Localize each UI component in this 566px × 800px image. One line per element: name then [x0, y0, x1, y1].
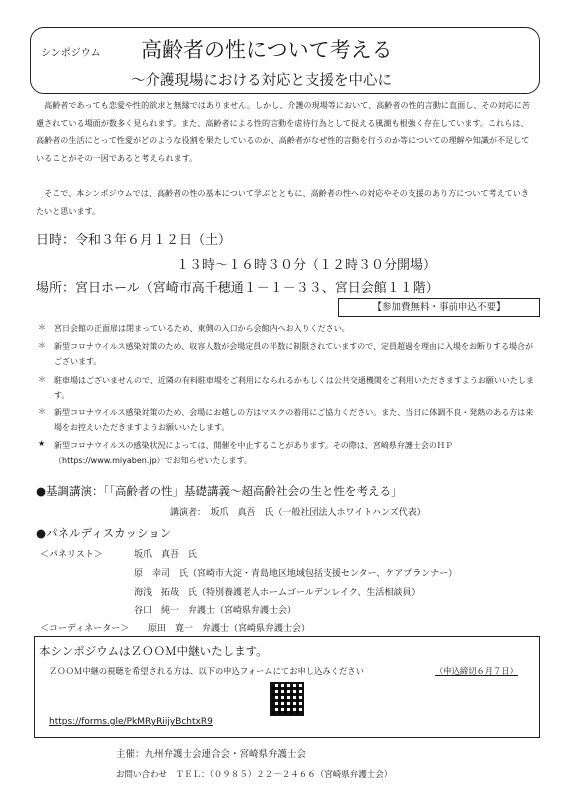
- note-mark: ＊: [38, 323, 46, 332]
- event-date: 日時：令和３年６月１２日（土）: [36, 233, 232, 248]
- zoom-deadline: （申込締切６月７日）: [435, 666, 518, 676]
- zoom-text: ＺＯＯＭ中継の視聴を希望される方は、以下の申込フォームにてお申し込みください: [49, 666, 364, 676]
- note-item: 新型コロナウイルスの感染状況によっては、開催を中止することがあります。その際は、宮崎県弁護士会のＨＰ（https://www.miyaben.jp）でお知らせいたします。: [54, 441, 453, 465]
- event-place: 場所：宮日ホール（宮崎市高千穂通１－１－３３、宮日会館１１階）: [36, 281, 439, 296]
- page-title: 高齢者の性について考える: [141, 38, 393, 62]
- note-item: 新型コロナウイルス感染対策のため、会場にお越しの方はマスクの着用にご協力ください。また、当日に体調不良・発熱のある方は来場をお控えいただきますようお願いいたします。: [54, 408, 534, 432]
- note-item: 駐車場はございませんので、近隣の有料駐車場をご利用になられるかもしくは公共交通機関をご利用いただきますようお願いいたします。: [54, 376, 534, 400]
- organizer: 主催：九州弁護士会連合会・宮崎県弁護士会: [116, 749, 307, 760]
- qr-code-icon: [270, 682, 304, 716]
- panelist-item: 坂爪 真吾 氏: [134, 550, 198, 560]
- intro-paragraph-2: そこで、本シンポジウムでは、高齢者の性の基本について学ぶとともに、高齢者の性への対応やその支援のあり方について考えていきたいと思います。: [36, 188, 529, 216]
- title-box: [30, 27, 540, 94]
- zoom-form-link[interactable]: https://forms.gle/PkMRyRiijyBchtxR9: [49, 717, 213, 727]
- note-mark: ＊: [38, 407, 46, 416]
- coordinator-label: ＜コーディネーター＞: [40, 624, 130, 634]
- coordinator-name: 原田 寛一 弁護士（宮崎県弁護士会）: [148, 624, 311, 634]
- panelist-label: ＜パネリスト＞: [40, 550, 103, 560]
- page-subtitle: ～介護現場における対応と支援を中心に: [131, 73, 392, 89]
- note-mark: ★: [38, 439, 46, 448]
- note-mark: ＊: [38, 375, 46, 384]
- intro-paragraph-1: 高齢者であっても恋愛や性的欲求と無縁ではありません。しかし、介護の現場等において、高齢者の性的言動に直面し、その対応に苦慮されている場面が数多く見られます。また、高齢者による性的言動を虐待行為として捉える風潮も根強く存在しています。これらは、高齢者の生活にとって性愛がどのような役割を果たしているのか、高齢者がなぜ性的言動を行うのか等についての理解や知識が不足していることがその一因であると考えられます。: [36, 100, 530, 163]
- contact-info: お問い合わせ ＴＥＬ：（０９８５）２２－２４６６（宮崎県弁護士会）: [116, 770, 393, 780]
- lecture-heading: ●基調講演：「「高齢者の性」基礎講義～超高齢社会の生と性を考える」: [36, 484, 403, 498]
- note-item: 宮日会館の正面扉は閉まっているため、東側の入口から会館内へお入りください。: [54, 324, 350, 333]
- note-mark: ＊: [38, 341, 46, 350]
- panelist-item: 谷口 純一 弁護士（宮崎県弁護士会）: [134, 606, 297, 616]
- panelist-item: 原 幸司 氏（宮崎市大淀・青島地区地域包括支援センター、ケアプランナー）: [134, 569, 458, 579]
- panelist-item: 海浅 拓哉 氏（特別養護老人ホームゴールデンレイク、生活相談員）: [134, 588, 421, 598]
- fee-badge: 【参加費無料・事前申込不要】: [338, 298, 540, 317]
- note-item: 新型コロナウイルス感染対策のため、収容人数が会場定員の半数に制限されていますので、定員超過を理由に入場をお断りする場合がございます。: [54, 342, 534, 366]
- lecture-speaker: 講演者： 坂爪 真吾 氏（一般社団法人ホワイトハンズ代表）: [170, 508, 426, 518]
- zoom-heading: 本シンポジウムはＺＯＯＭ中継いたします。: [39, 644, 268, 658]
- symposium-label: シンポジウム: [41, 48, 101, 59]
- panel-heading: ●パネルディスカッション: [36, 526, 172, 540]
- event-time: １３時～１６時３０分（１２時３０分開場）: [176, 258, 437, 273]
